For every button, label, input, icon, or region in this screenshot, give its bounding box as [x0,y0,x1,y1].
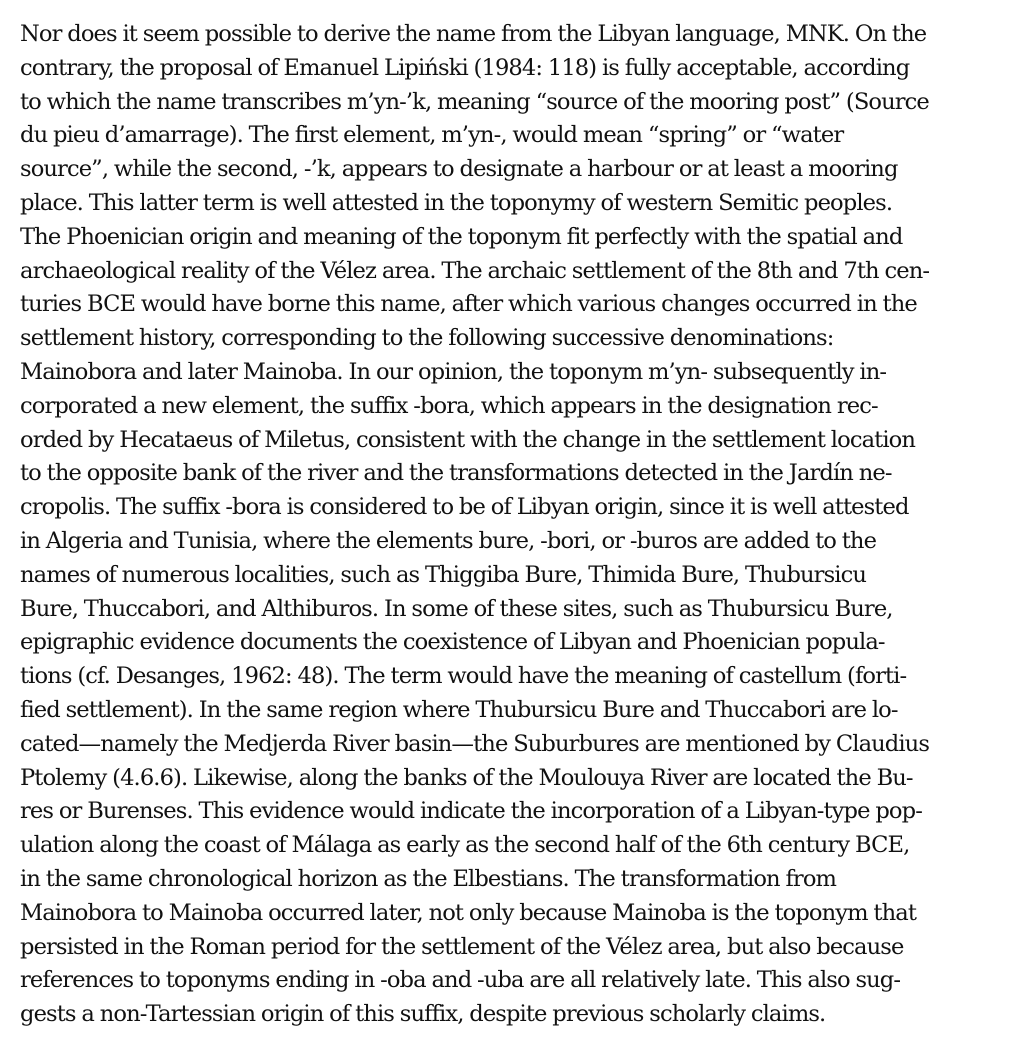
text-line: epigraphic evidence documents the coexistence of Libyan and Phoenician popula- [20,629,885,656]
text-line: names of numerous localities, such as Thiggiba Bure, Thimida Bure, Thubursicu [20,561,867,588]
text-line: Mainobora and later Mainoba. In our opinion, the toponym m’yn- subsequently in- [20,358,887,385]
document-page [20,18,1000,1032]
text-line: to which the name transcribes m’yn-’k, meaning “source of the mooring post” (Source [20,88,929,115]
text-line: archaeological reality of the Vélez area. The archaic settlement of the 8th and 7th cen- [20,257,930,284]
text-line: The Phoenician origin and meaning of the toponym fit perfectly with the spatial and [20,223,903,250]
text-line: place. This latter term is well attested in the toponymy of western Semitic peoples. [20,189,893,216]
text-line: persisted in the Roman period for the settlement of the Vélez area, but also because [20,933,904,960]
text-line: Mainobora to Mainoba occurred later, not only because Mainoba is the toponym that [20,899,917,926]
text-line: to the opposite bank of the river and the transformations detected in the Jardín ne- [20,460,892,487]
text-line: du pieu d’amarrage). The first element, m’yn-, would mean “spring” or “water [20,122,844,149]
text-line: cated—namely the Medjerda River basin—the Suburbures are mentioned by Claudius [20,730,930,757]
text-line: in Algeria and Tunisia, where the elements bure, -bori, or -buros are added to the [20,527,877,554]
text-line: turies BCE would have borne this name, after which various changes occurred in the [20,291,917,318]
text-line: references to toponyms ending in -oba and -uba are all relatively late. This also sug- [20,967,901,994]
text-line: fied settlement). In the same region where Thubursicu Bure and Thuccabori are lo- [20,696,898,723]
text-line: Bure, Thuccabori, and Althiburos. In some of these sites, such as Thubursicu Bure, [20,595,893,622]
text-line: Ptolemy (4.6.6). Likewise, along the banks of the Moulouya River are located the Bu- [20,764,913,791]
text-line: contrary, the proposal of Emanuel Lipiński (1984: 118) is fully acceptable, according [20,54,910,81]
text-line: settlement history, corresponding to the following successive denominations: [20,325,834,352]
body-paragraph [20,18,1000,1032]
text-line: res or Burenses. This evidence would indicate the incorporation of a Libyan-type pop- [20,798,922,825]
text-line: ulation along the coast of Málaga as early as the second half of the 6th century BCE, [20,832,910,859]
text-line: tions (cf. Desanges, 1962: 48). The term would have the meaning of castellum (forti- [20,663,907,690]
text-line: cropolis. The suffix -bora is considered to be of Libyan origin, since it is well attested [20,494,909,521]
text-line: orded by Hecataeus of Miletus, consistent with the change in the settlement location [20,426,916,453]
text-line: source”, while the second, -’k, appears to designate a harbour or at least a mooring [20,156,898,183]
text-line: Nor does it seem possible to derive the name from the Libyan language, MNK. On the [20,21,927,47]
text-line: in the same chronological horizon as the Elbestians. The transformation from [20,865,837,892]
text-line: gests a non-Tartessian origin of this suffix, despite previous scholarly claims. [20,1001,826,1028]
text-line: corporated a new element, the suffix -bora, which appears in the designation rec- [20,392,878,419]
